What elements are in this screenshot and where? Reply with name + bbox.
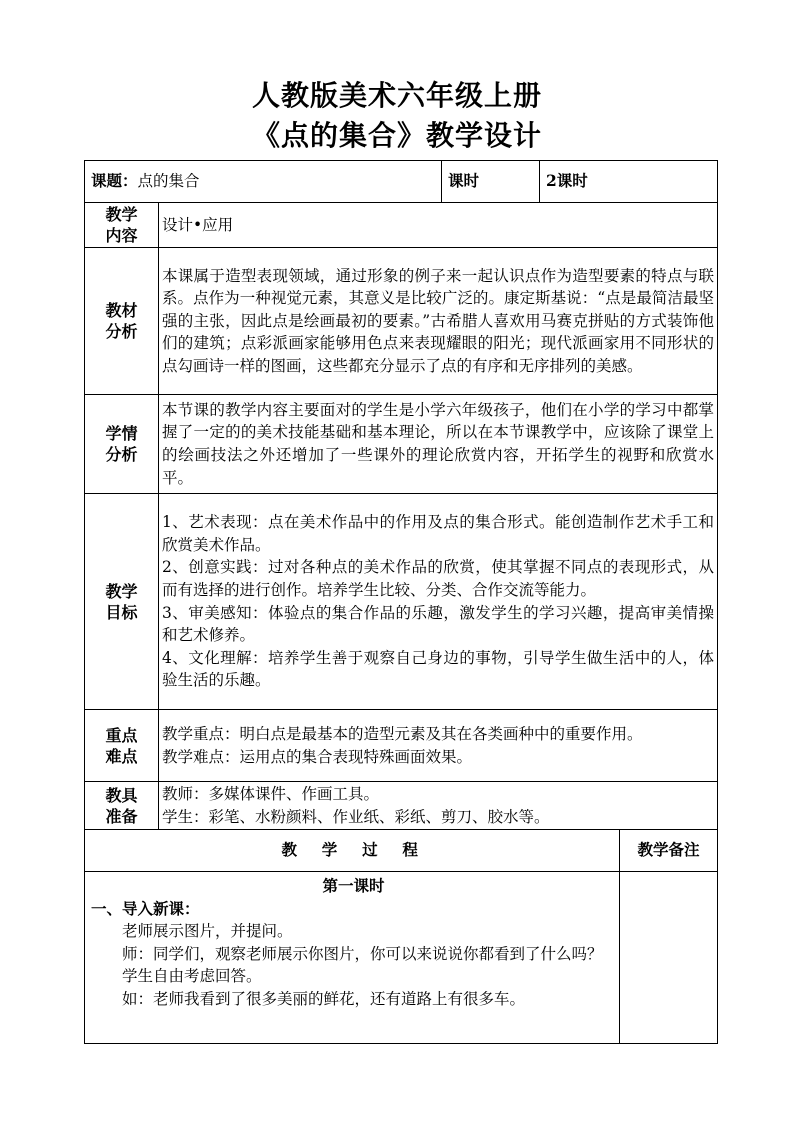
tools-item: 教师：多媒体课件、作画工具。 <box>162 784 380 803</box>
content-label <box>85 203 159 248</box>
students-label-line1: 学情 <box>105 424 138 443</box>
material-label-line1: 教材 <box>105 301 138 320</box>
process-line: 师：同学们，观察老师展示你图片，你可以来说说你都看到了什么吗？ <box>122 944 603 963</box>
topic-label: 课题： <box>91 171 138 191</box>
goals-row <box>85 494 718 710</box>
keypoint-item: 教学重点：明白点是最基本的造型元素及其在各类画种中的重要作用。 <box>162 724 643 743</box>
period-label: 课时 <box>442 161 540 203</box>
topic-cell <box>85 161 442 203</box>
students-text: 本节课的教学内容主要面对的学生是小学六年级孩子，他们在小学的学习中都掌握了一定的的美术技能基础和基本理论，所以在本节课教学中，应该除了课堂上的绘画技法之外还增加了一些课外的理论欣赏内容，开拓学生的视野和欣赏水平。 <box>159 395 718 494</box>
goals-text <box>159 494 718 710</box>
keypoints-text <box>159 710 718 782</box>
goal-item: 3、审美感知：体验点的集合作品的乐趣，激发学生的学习兴趣，提高审美情操和艺术修养。 <box>162 603 715 645</box>
content-label-line2: 内容 <box>105 226 138 245</box>
students-label <box>85 395 159 494</box>
process-line: 学生自由考虑回答。 <box>122 967 262 986</box>
goals-label-line2: 目标 <box>105 602 138 622</box>
students-label-line2: 分析 <box>105 445 138 464</box>
document-title: 人教版美术六年级上册 <box>251 79 542 112</box>
process-body-row <box>85 872 718 1044</box>
goals-label <box>85 494 159 710</box>
goals-label-line1: 教学 <box>105 581 138 601</box>
goal-item: 1、艺术表现：点在美术作品中的作用及点的集合形式。能创造制作艺术手工和欣赏美术作品。 <box>162 513 715 554</box>
topic-row <box>85 161 718 203</box>
content-text: 设计•应用 <box>159 203 718 248</box>
students-row <box>85 395 718 494</box>
lesson-plan-table <box>84 160 718 1044</box>
content-row <box>85 203 718 248</box>
goal-item: 2、创意实践：过对各种点的美术作品的欣赏，使其掌握不同点的表现形式，从而有选择的进行创作。培养学生比较、分类、合作交流等能力。 <box>162 558 715 599</box>
goal-item: 4、文化理解：培养学生善于观察自己身边的事物，引导学生做生活中的人，体验生活的乐趣。 <box>162 648 715 690</box>
tools-item: 学生：彩笔、水粉颜料、作业纸、彩纸、剪刀、胶水等。 <box>162 807 550 826</box>
tools-label-line2: 准备 <box>105 806 138 826</box>
topic-value: 点的集合 <box>137 172 200 191</box>
material-text: 本课属于造型表现领域，通过形象的例子来一起认识点作为造型要素的特点与联系。点作为一种视觉元素，其意义是比较广泛的。康定斯基说：“点是最简洁最坚强的主张，因此点是绘画最初的要素。”古希腊人喜欢用马赛克拼贴的方式装饰他们的建筑；点彩派画家能够用色点来表现耀眼的阳光；现代派画家用不同形状的点勾画诗一样的图画，这些都充分显示了点的有序和无序排列的美感。 <box>159 248 718 395</box>
notes-heading: 教学备注 <box>620 830 718 872</box>
session-heading: 第一课时 <box>322 876 385 895</box>
tools-label <box>85 782 159 830</box>
process-heading: 教 学 过 程 <box>85 830 620 872</box>
tools-text <box>159 782 718 830</box>
material-row <box>85 248 718 395</box>
period-value: 2课时 <box>540 161 718 203</box>
tools-row <box>85 782 718 830</box>
keypoints-row <box>85 710 718 782</box>
tools-label-line1: 教具 <box>105 785 138 805</box>
keypoint-item: 教学难点：运用点的集合表现特殊画面效果。 <box>162 747 473 766</box>
section-heading: 一、导入新课： <box>91 898 200 918</box>
keypoints-label-line2: 难点 <box>105 746 138 766</box>
keypoints-label <box>85 710 159 782</box>
keypoints-label-line1: 重点 <box>105 725 138 745</box>
content-label-line1: 教学 <box>105 205 138 224</box>
process-line: 如：老师我看到了很多美丽的鲜花，还有道路上有很多车。 <box>122 989 526 1008</box>
process-line: 老师展示图片，并提问。 <box>122 922 293 941</box>
material-label-line2: 分析 <box>105 322 138 341</box>
notes-cell <box>620 872 718 1044</box>
material-label <box>85 248 159 395</box>
document-subtitle: 《点的集合》教学设计 <box>251 119 542 152</box>
process-content <box>85 872 620 1044</box>
process-header-row <box>85 830 718 872</box>
